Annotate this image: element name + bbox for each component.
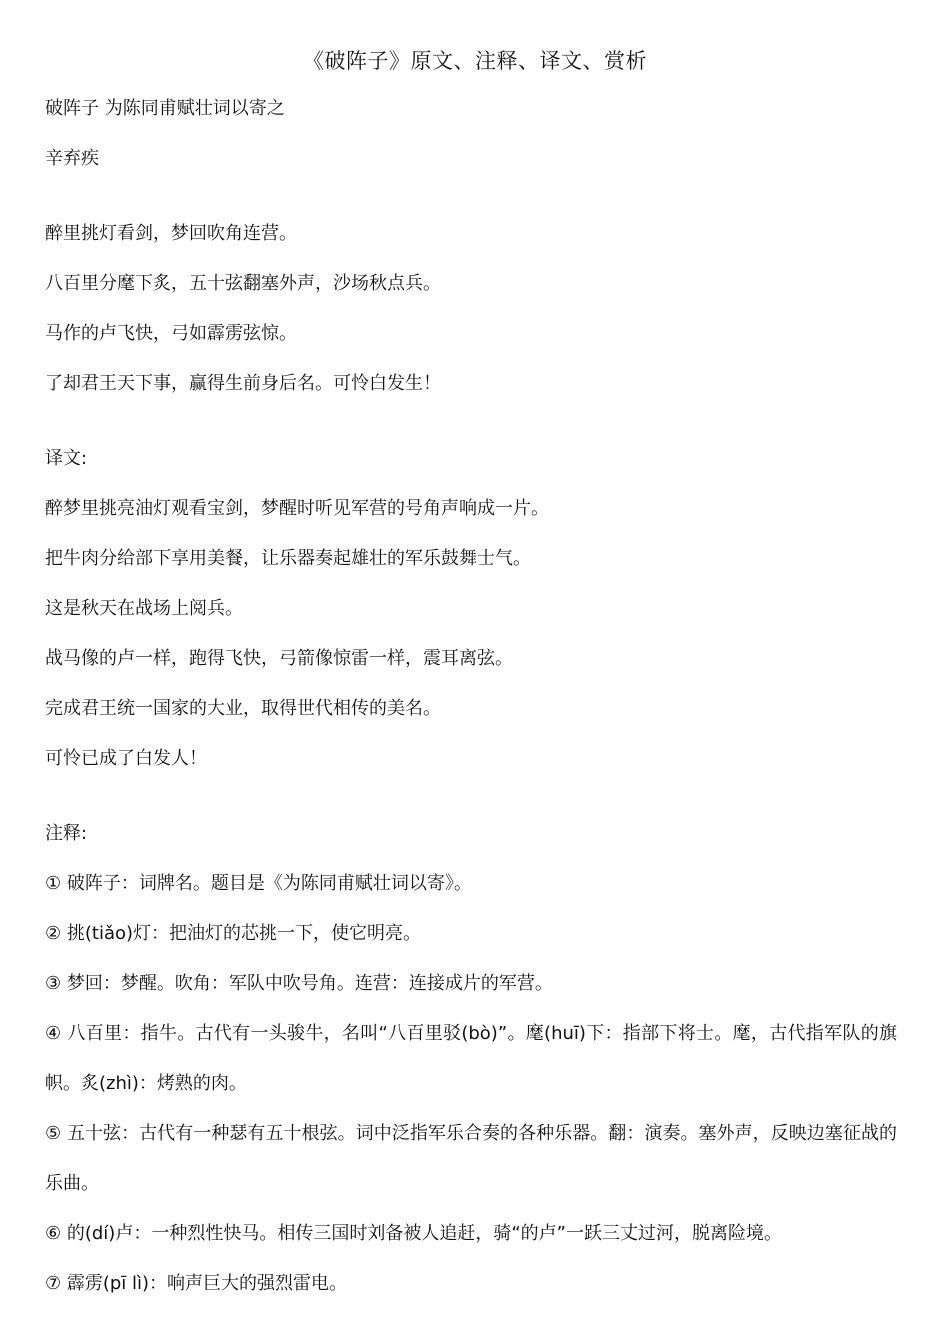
- note-item: ① 破阵子：词牌名。题目是《为陈同甫赋壮词以寄》。: [45, 873, 472, 894]
- poem-line: 马作的卢飞快，弓如霹雳弦惊。: [45, 323, 297, 344]
- note-item: ⑦ 霹雳(pī lì)：响声巨大的强烈雷电。: [45, 1273, 348, 1294]
- note-item: ③ 梦回：梦醒。吹角：军队中吹号角。连营：连接成片的军营。: [45, 973, 553, 994]
- translation-label: 译文:: [45, 448, 88, 469]
- poem-line: 八百里分麾下炙，五十弦翻塞外声，沙场秋点兵。: [45, 273, 441, 294]
- spacer: [45, 184, 897, 209]
- poem-line: 了却君王天下事，赢得生前身后名。可怜白发生！: [45, 373, 441, 394]
- document-body: [45, 84, 897, 1309]
- translation-line: 醉梦里挑亮油灯观看宝剑，梦醒时听见军营的号角声响成一片。: [45, 498, 549, 519]
- notes-label: 注释:: [45, 823, 88, 844]
- note-item: ② 挑(tiǎo)灯：把油灯的芯挑一下，使它明亮。: [45, 923, 422, 944]
- translation-line: 可怜已成了白发人！: [45, 748, 207, 769]
- translation-line: 战马像的卢一样，跑得飞快，弓箭像惊雷一样，震耳离弦。: [45, 648, 513, 669]
- translation-line: 这是秋天在战场上阅兵。: [45, 598, 243, 619]
- spacer: [45, 784, 897, 809]
- translation-line: 把牛肉分给部下享用美餐，让乐器奏起雄壮的军乐鼓舞士气。: [45, 548, 531, 569]
- note-item: ⑥ 的(dí)卢：一种烈性快马。相传三国时刘备被人追赶，骑“的卢”一跃三丈过河，脱离险境。: [45, 1223, 782, 1244]
- document-title: 《破阵子》原文、注释、译文、赏析: [303, 49, 647, 73]
- translation-line: 完成君王统一国家的大业，取得世代相传的美名。: [45, 698, 441, 719]
- spacer: [45, 409, 897, 434]
- poem-author: 辛弃疾: [45, 148, 99, 169]
- note-item: ⑤ 五十弦：古代有一种瑟有五十根弦。词中泛指军乐合奏的各种乐器。翻：演奏。塞外声，反映边塞征战的乐曲。: [45, 1123, 897, 1194]
- poem-heading: 破阵子 为陈同甫赋壮词以寄之: [45, 98, 285, 119]
- note-item: ④ 八百里：指牛。古代有一头骏牛，名叫“八百里驳(bò)”。麾(huī)下：指部下将士。麾，古代指军队的旗帜。炙(zhì)：烤熟的肉。: [45, 1023, 897, 1094]
- poem-line: 醉里挑灯看剑，梦回吹角连营。: [45, 223, 297, 244]
